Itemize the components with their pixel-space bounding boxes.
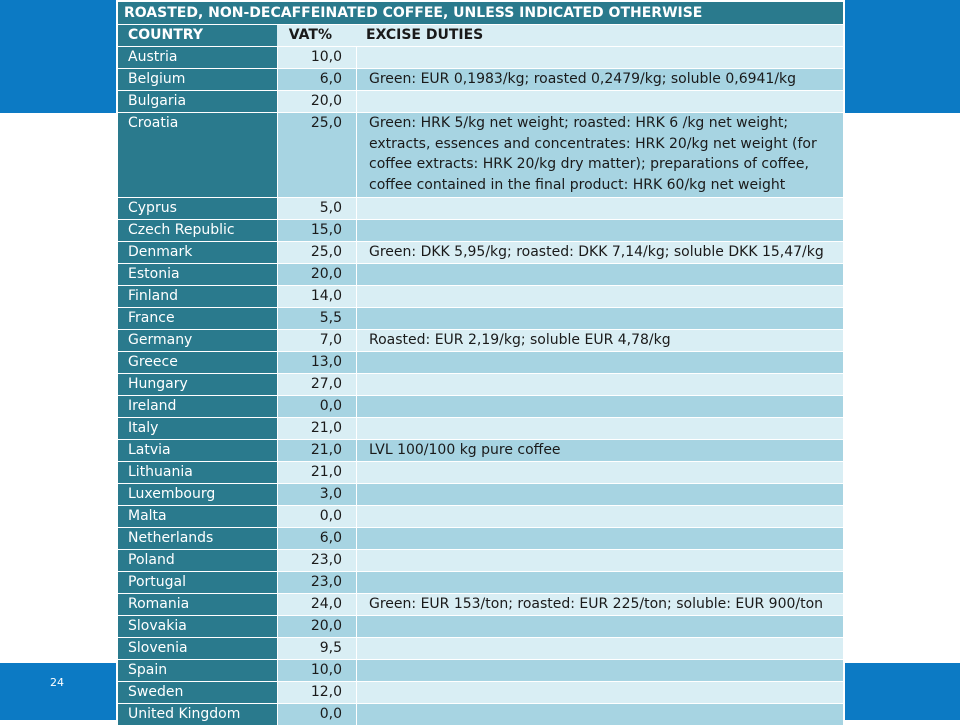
cell-country: Poland (118, 550, 277, 571)
table-title: ROASTED, NON-DECAFFEINATED COFFEE, UNLESS INDICATED OTHERWISE (118, 2, 843, 24)
cell-excise-duties (357, 308, 843, 329)
table-row (118, 242, 843, 263)
cell-vat: 21,0 (278, 440, 356, 461)
cell-excise-duties (357, 682, 843, 703)
table-row (118, 616, 843, 637)
cell-vat: 23,0 (278, 572, 356, 593)
table-row (118, 462, 843, 483)
cell-excise-duties (357, 462, 843, 483)
table-row (118, 528, 843, 549)
cell-excise-duties (357, 198, 843, 219)
cell-country: Germany (118, 330, 277, 351)
cell-country: Slovenia (118, 638, 277, 659)
table-row (118, 594, 843, 615)
cell-excise-duties (357, 47, 843, 68)
table-row (118, 682, 843, 703)
cell-country: Cyprus (118, 198, 277, 219)
cell-country: Slovakia (118, 616, 277, 637)
header-country: COUNTRY (118, 25, 277, 46)
coffee-tax-table (116, 0, 845, 720)
table-row (118, 638, 843, 659)
cell-country: Estonia (118, 264, 277, 285)
cell-country: France (118, 308, 277, 329)
cell-excise-duties: Green: HRK 5/kg net weight; roasted: HRK 6 /kg net weight; extracts, essences and concentrates: HRK 20/kg net weight (for coffee extracts: HRK 20/kg dry matter); preparations of coffee, coffee contained in the final product: HRK 60/kg net weight (357, 113, 843, 197)
header-vat: VAT% (288, 27, 332, 43)
cell-excise-duties (357, 572, 843, 593)
cell-country: United Kingdom (118, 704, 277, 725)
cell-country: Croatia (118, 113, 277, 197)
cell-excise-duties (357, 286, 843, 307)
table-row (118, 91, 843, 112)
cell-country: Greece (118, 352, 277, 373)
cell-excise-duties: Green: DKK 5,95/kg; roasted: DKK 7,14/kg; soluble DKK 15,47/kg (357, 242, 843, 263)
cell-excise-duties (357, 418, 843, 439)
cell-excise-duties: LVL 100/100 kg pure coffee (357, 440, 843, 461)
table-row (118, 352, 843, 373)
table-row (118, 198, 843, 219)
cell-vat: 14,0 (278, 286, 356, 307)
cell-vat: 25,0 (278, 113, 356, 197)
cell-excise-duties (357, 484, 843, 505)
cell-excise-duties (357, 396, 843, 417)
table-body (118, 47, 843, 726)
cell-vat: 20,0 (278, 616, 356, 637)
table-header-row (118, 25, 843, 46)
cell-excise-duties (357, 374, 843, 395)
cell-excise-duties (357, 264, 843, 285)
cell-country: Denmark (118, 242, 277, 263)
cell-vat: 6,0 (278, 69, 356, 90)
cell-excise-duties (357, 638, 843, 659)
table-row (118, 484, 843, 505)
cell-vat: 7,0 (278, 330, 356, 351)
cell-country: Luxembourg (118, 484, 277, 505)
cell-vat: 5,0 (278, 198, 356, 219)
cell-vat: 20,0 (278, 264, 356, 285)
table-row (118, 308, 843, 329)
cell-vat: 24,0 (278, 594, 356, 615)
cell-vat: 12,0 (278, 682, 356, 703)
cell-country: Portugal (118, 572, 277, 593)
cell-excise-duties: Roasted: EUR 2,19/kg; soluble EUR 4,78/kg (357, 330, 843, 351)
table-row (118, 69, 843, 90)
cell-excise-duties (357, 91, 843, 112)
cell-vat: 21,0 (278, 462, 356, 483)
cell-vat: 0,0 (278, 506, 356, 527)
cell-country: Spain (118, 660, 277, 681)
cell-vat: 27,0 (278, 374, 356, 395)
cell-country: Lithuania (118, 462, 277, 483)
cell-excise-duties: Green: EUR 0,1983/kg; roasted 0,2479/kg; soluble 0,6941/kg (357, 69, 843, 90)
cell-country: Sweden (118, 682, 277, 703)
cell-vat: 3,0 (278, 484, 356, 505)
cell-vat: 5,5 (278, 308, 356, 329)
table-row (118, 286, 843, 307)
cell-vat: 0,0 (278, 704, 356, 725)
table-row (118, 440, 843, 461)
table-row (118, 704, 843, 725)
cell-excise-duties (357, 506, 843, 527)
cell-country: Finland (118, 286, 277, 307)
table-row (118, 264, 843, 285)
table-row (118, 330, 843, 351)
slide-band-bottom-right (845, 663, 960, 720)
table-row (118, 506, 843, 527)
cell-excise-duties (357, 528, 843, 549)
table-row (118, 374, 843, 395)
slide-number: 24 (50, 676, 64, 689)
cell-vat: 23,0 (278, 550, 356, 571)
cell-excise-duties (357, 660, 843, 681)
cell-excise-duties (357, 550, 843, 571)
table-row (118, 660, 843, 681)
cell-country: Ireland (118, 396, 277, 417)
cell-vat: 10,0 (278, 47, 356, 68)
slide-band-bottom-left (0, 663, 116, 720)
table-row (118, 418, 843, 439)
table-row (118, 220, 843, 241)
cell-vat: 6,0 (278, 528, 356, 549)
cell-country: Czech Republic (118, 220, 277, 241)
cell-vat: 20,0 (278, 91, 356, 112)
cell-vat: 15,0 (278, 220, 356, 241)
cell-vat: 13,0 (278, 352, 356, 373)
table-row (118, 113, 843, 197)
cell-country: Latvia (118, 440, 277, 461)
cell-excise-duties (357, 704, 843, 725)
cell-excise-duties (357, 352, 843, 373)
cell-country: Bulgaria (118, 91, 277, 112)
table-row (118, 572, 843, 593)
cell-excise-duties (357, 616, 843, 637)
slide-band-top-right (845, 0, 960, 113)
cell-country: Netherlands (118, 528, 277, 549)
table-row (118, 47, 843, 68)
slide-band-top-left (0, 0, 116, 113)
table-row (118, 550, 843, 571)
cell-vat: 10,0 (278, 660, 356, 681)
header-excise: EXCISE DUTIES (366, 27, 484, 43)
cell-country: Austria (118, 47, 277, 68)
cell-excise-duties (357, 220, 843, 241)
cell-vat: 0,0 (278, 396, 356, 417)
cell-country: Hungary (118, 374, 277, 395)
cell-vat: 21,0 (278, 418, 356, 439)
cell-vat: 25,0 (278, 242, 356, 263)
cell-country: Belgium (118, 69, 277, 90)
cell-country: Romania (118, 594, 277, 615)
table-row (118, 396, 843, 417)
cell-country: Italy (118, 418, 277, 439)
cell-country: Malta (118, 506, 277, 527)
cell-vat: 9,5 (278, 638, 356, 659)
cell-excise-duties: Green: EUR 153/ton; roasted: EUR 225/ton; soluble: EUR 900/ton (357, 594, 843, 615)
